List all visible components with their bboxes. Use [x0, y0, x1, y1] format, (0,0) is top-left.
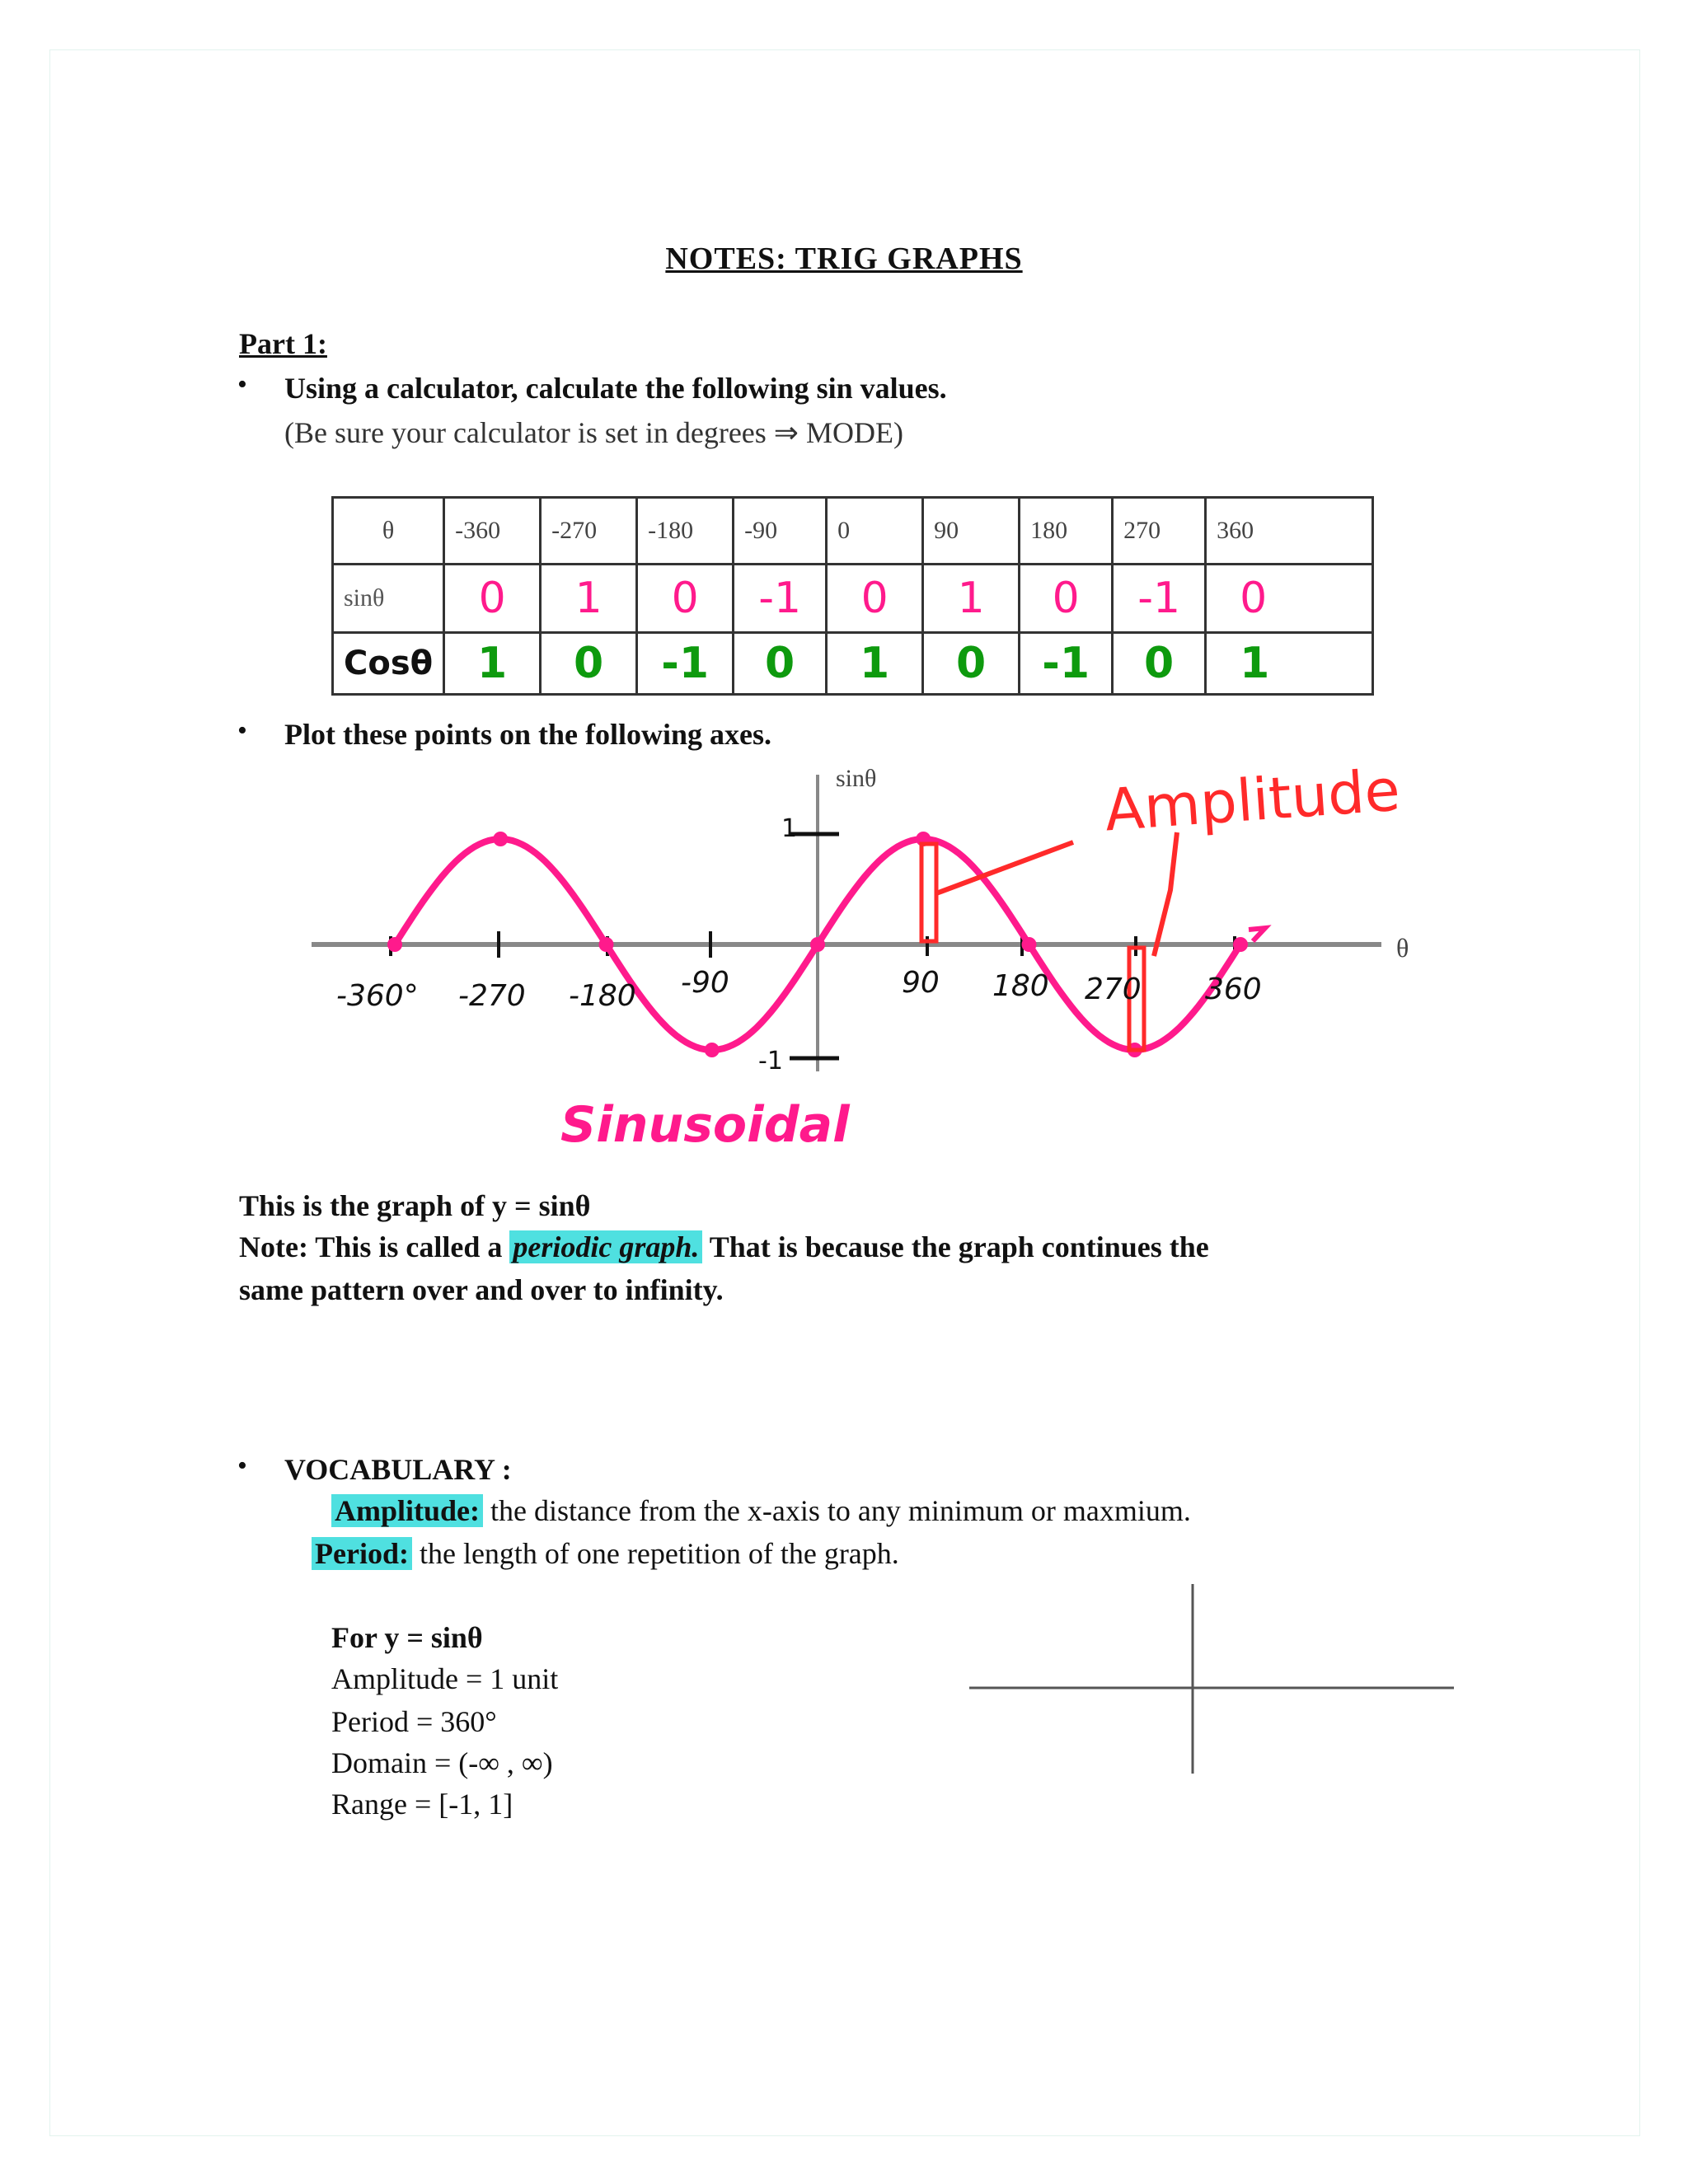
table-cos-cell: 0 — [734, 633, 827, 695]
summary-domain: Domain = (-∞ , ∞) — [331, 1746, 553, 1779]
table-sin-cell: 0 — [1020, 565, 1113, 633]
vocab-heading: VOCABULARY : — [284, 1453, 512, 1486]
table-sin-cell: 0 — [444, 565, 541, 633]
table-angle-cell: 0 — [827, 498, 923, 565]
amplitude-bracket-max — [921, 844, 936, 941]
table-cos-cell: 1 — [1206, 633, 1373, 695]
table-angle-cell: -90 — [734, 498, 827, 565]
y-tick-label-top: 1 — [781, 814, 798, 843]
bullet2-text: Plot these points on the following axes. — [284, 718, 772, 751]
page-title: NOTES: TRIG GRAPHS — [665, 241, 1023, 276]
plotted-point — [493, 832, 508, 846]
plotted-point — [1233, 937, 1248, 952]
sinusoidal-annotation: Sinusoidal — [560, 1096, 850, 1154]
x-tick-label: 90 — [902, 966, 940, 1000]
x-tick-label: -90 — [681, 966, 729, 1000]
note-line2: same pattern over and over to infinity. — [239, 1273, 724, 1306]
note-suffix: That is because the graph continues the — [702, 1230, 1209, 1263]
table-sin-cell: 1 — [541, 565, 637, 633]
note-line1 — [239, 1230, 1209, 1264]
vocab-amplitude-term: Amplitude: — [331, 1494, 483, 1527]
table-cos-cell: -1 — [1020, 633, 1113, 695]
table-sin-cell: 0 — [827, 565, 923, 633]
table-cos-cell: 1 — [444, 633, 541, 695]
vocab-period-def: the length of one repetition of the graph. — [411, 1537, 899, 1570]
blank-axes — [964, 1581, 1459, 1779]
note-term-periodic: periodic graph. — [509, 1230, 702, 1263]
bullet-dot: • — [237, 369, 247, 400]
table-sin-cell: -1 — [734, 565, 827, 633]
table-sin-cell: 1 — [923, 565, 1020, 633]
table-cos-cell: 1 — [827, 633, 923, 695]
table-cos-cell: 0 — [923, 633, 1020, 695]
summary-heading: For y = sinθ — [331, 1621, 483, 1654]
plotted-point — [810, 937, 825, 952]
table-angle-cell: 360 — [1206, 498, 1373, 565]
bullet-dot: • — [237, 715, 247, 746]
table-cos-cell: 0 — [1113, 633, 1206, 695]
y-tick-label-bottom: -1 — [758, 1047, 783, 1076]
table-header-theta: θ — [333, 498, 444, 565]
vocab-period-term: Period: — [312, 1537, 412, 1570]
bullet1-line2: (Be sure your calculator is set in degrees ⇒ MODE) — [284, 416, 903, 449]
bullet-dot: • — [237, 1451, 247, 1481]
curve-arrowhead — [1249, 928, 1265, 941]
table-cos-label: Cosθ — [333, 633, 444, 695]
plotted-point — [705, 1043, 720, 1057]
vocab-period — [312, 1536, 899, 1571]
table-cos-cell: -1 — [637, 633, 734, 695]
plotted-point — [599, 937, 614, 952]
x-tick-label: -180 — [569, 979, 636, 1013]
plotted-point — [387, 937, 402, 952]
x-tick-label: 360 — [1205, 972, 1262, 1006]
table-angle-cell: -180 — [637, 498, 734, 565]
table-angle-cell: -360 — [444, 498, 541, 565]
amplitude-annotation: Amplitude — [1102, 756, 1403, 845]
table-sin-cell: 0 — [637, 565, 734, 633]
y-axis-label: sinθ — [836, 765, 877, 792]
note-prefix: Note: This is called a — [239, 1230, 510, 1263]
table-sin-cell: 0 — [1206, 565, 1373, 633]
table-sin-cell: -1 — [1113, 565, 1206, 633]
table-angle-cell: -270 — [541, 498, 637, 565]
graph-caption: This is the graph of y = sinθ — [239, 1189, 591, 1222]
x-tick-label: 180 — [992, 969, 1049, 1003]
x-tick-label: -270 — [458, 979, 526, 1013]
table-cos-cell: 0 — [541, 633, 637, 695]
summary-period: Period = 360° — [331, 1705, 497, 1738]
x-tick-label: 270 — [1085, 972, 1142, 1006]
table-sin-label: sinθ — [333, 565, 444, 633]
summary-range: Range = [-1, 1] — [331, 1788, 513, 1821]
table-angle-cell: 90 — [923, 498, 1020, 565]
table-angle-cell: 270 — [1113, 498, 1206, 565]
plotted-point — [1022, 937, 1037, 952]
amplitude-pointer-line — [1154, 832, 1177, 956]
vocab-amplitude — [331, 1493, 1191, 1528]
x-axis-label: θ — [1396, 933, 1409, 963]
vocab-amplitude-def: the distance from the x-axis to any minimum or maxmium. — [483, 1494, 1191, 1527]
part-heading: Part 1: — [239, 327, 327, 360]
x-tick-label: -360° — [336, 979, 419, 1013]
summary-amplitude: Amplitude = 1 unit — [331, 1662, 559, 1695]
bullet1-line1: Using a calculator, calculate the following sin values. — [284, 372, 947, 405]
table-angle-cell: 180 — [1020, 498, 1113, 565]
